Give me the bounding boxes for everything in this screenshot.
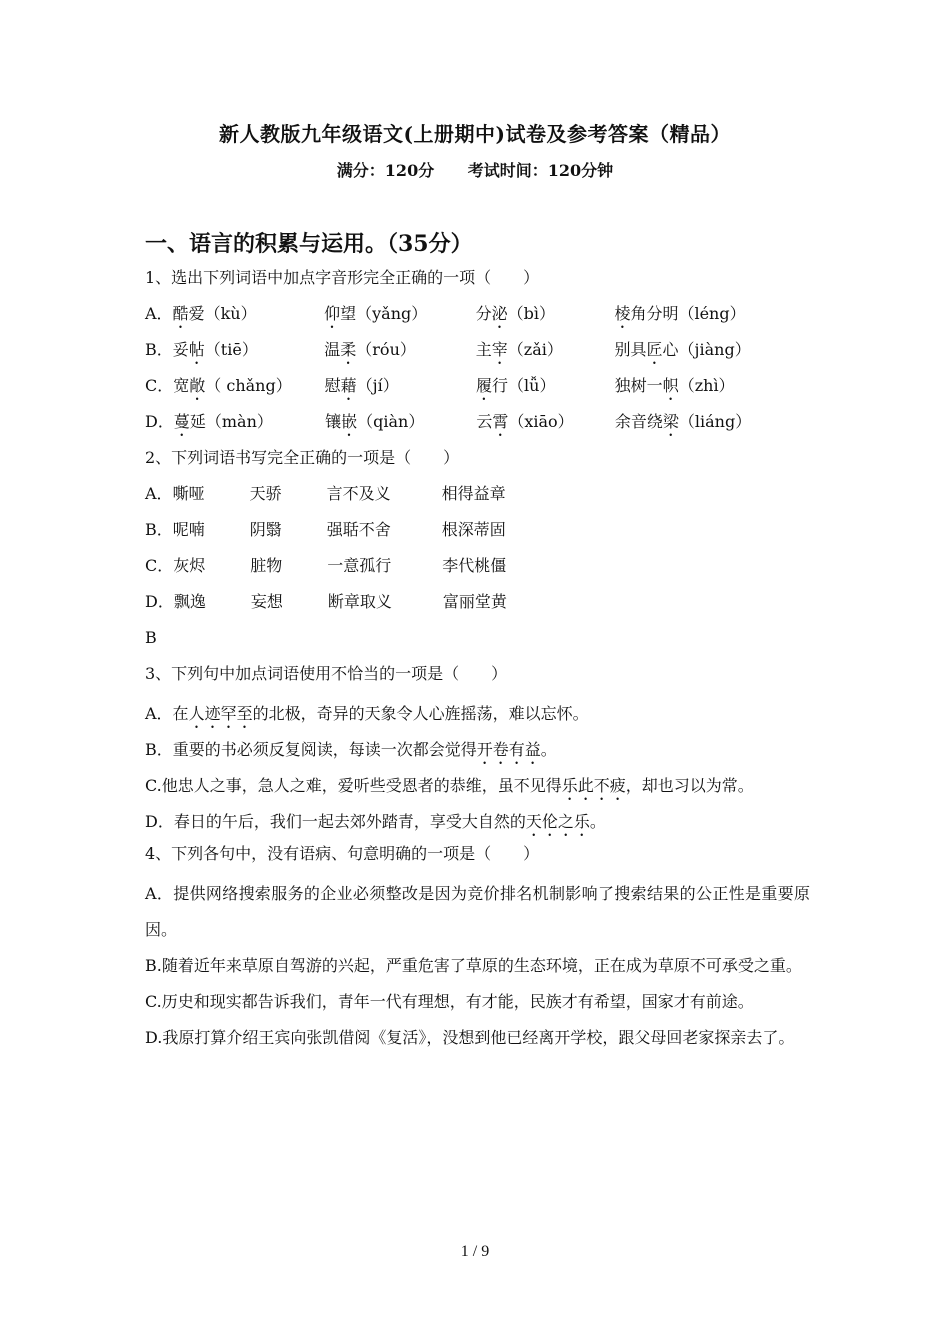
word-text: 妥: [172, 340, 189, 359]
q4-option: C.历史和现实都告诉我们，青年一代有理想，有才能，民族才有希望，国家才有前途。: [145, 992, 754, 1011]
exam-info: [0, 158, 950, 181]
word-item: [476, 372, 615, 408]
word-item: 嘶哑: [172, 484, 205, 503]
word-text: 慰: [324, 376, 341, 395]
dotted-phrase: 开卷有益: [476, 740, 541, 759]
sentence-text: C.他忠人之事，急人之难，爱听些受恩者的恭维，虽不见得: [145, 776, 562, 795]
word-item: 相得益章: [441, 484, 506, 503]
question-list: [145, 264, 810, 1056]
word-item: [174, 408, 325, 444]
word-item: 一意孤行: [327, 556, 392, 575]
word-item: [325, 408, 476, 444]
word-text: （ chǎng）: [205, 376, 292, 395]
word-text: 主: [475, 340, 492, 359]
word-item: [615, 336, 810, 372]
word-item: 言不及义: [326, 484, 391, 503]
word-text: 余音绕: [614, 412, 663, 431]
q3-options: [145, 696, 810, 840]
word-text: （liáng）: [678, 412, 752, 431]
option-label: A．: [145, 484, 173, 503]
q3-option: [145, 732, 810, 768]
option-label: C．: [145, 556, 174, 575]
q2-options: [145, 480, 810, 624]
word-item: [476, 336, 615, 372]
word-text: 延（màn）: [189, 412, 273, 431]
dotted-char: 嵌: [341, 412, 358, 431]
word-text: 镶: [325, 412, 342, 431]
word-item: [614, 300, 810, 336]
word-text: 爱（kù）: [188, 304, 257, 323]
word-item: [173, 336, 324, 372]
word-item: 妄想: [250, 592, 283, 611]
q2-answer: B: [145, 628, 157, 647]
word-item: 灰烬: [173, 556, 206, 575]
dotted-char: 仰: [324, 304, 341, 323]
sentence-text: 的北极，奇异的天象令人心旌摇荡，难以忘怀。: [252, 704, 589, 723]
word-text: 别具: [614, 340, 647, 359]
q2-option-row: [145, 552, 810, 588]
q4-stem: 4、下列各句中，没有语病、句意明确的一项是（ ）: [145, 844, 540, 863]
option-label: C．: [145, 376, 174, 395]
sentence-text: D．春日的午后，我们一起去郊外踏青，享受大自然的: [145, 812, 526, 831]
sentence-text: A．在: [145, 704, 189, 723]
word-item: 脏物: [250, 556, 283, 575]
q4-option: B.随着近年来草原自驾游的兴起，严重危害了草原的生态环境，正在成为草原不可承受之重。: [145, 956, 802, 975]
q3-option: [145, 804, 810, 840]
q4-option: D.我原打算介绍王宾向张凯借阅《复活》，没想到他已经离开学校，跟父母回老家探亲去了。: [145, 1028, 795, 1047]
word-text: 温: [324, 340, 341, 359]
dotted-phrase: 乐此不疲: [561, 776, 626, 795]
option-label: A．: [145, 304, 173, 323]
word-item: [615, 408, 810, 444]
dotted-char: 柔: [340, 340, 357, 359]
dotted-char: 酷: [172, 304, 189, 323]
q1-option-row: [145, 336, 810, 372]
word-item: 富丽堂黄: [442, 592, 507, 611]
word-text: 心（jiàng）: [662, 340, 751, 359]
dotted-char: 梁: [662, 412, 679, 431]
word-item: 飘逸: [173, 592, 206, 611]
word-item: [324, 336, 475, 372]
dotted-char: 霄: [492, 412, 509, 431]
word-text: （qiàn）: [357, 412, 425, 431]
sentence-text: ，却也习以为常。: [625, 776, 754, 795]
sentence-text: 。: [589, 812, 606, 831]
dotted-char: 帖: [188, 340, 205, 359]
word-item: [173, 372, 324, 408]
sentence-text: 。: [540, 740, 557, 759]
word-item: [173, 300, 325, 336]
word-item: [325, 372, 476, 408]
page-title: 新人教版九年级语文(上册期中)试卷及参考答案（精品）: [219, 122, 731, 146]
word-item: [324, 300, 476, 336]
word-text: （jí）: [356, 376, 399, 395]
q2-option-row: [145, 588, 810, 624]
q1-option-row: [145, 300, 810, 336]
q2-stem: 2、下列词语书写完全正确的一项是（ ）: [145, 448, 460, 467]
word-item: [476, 300, 615, 336]
page-number: 1 / 9: [460, 1243, 490, 1260]
word-item: 呢喃: [172, 520, 205, 539]
dotted-char: 棱: [614, 304, 631, 323]
dotted-char: 履: [476, 376, 493, 395]
q4-option: A．提供网络搜索服务的企业必须整改是因为竞价排名机制影响了搜索结果的公正性是重要原因。: [145, 884, 810, 939]
word-text: 角分明（léng）: [630, 304, 746, 323]
dotted-char: 匠: [646, 340, 663, 359]
word-text: 行（lǚ）: [492, 376, 556, 395]
word-item: 阴翳: [249, 520, 282, 539]
dotted-char: 藉: [340, 376, 357, 395]
word-text: 望（yǎng）: [340, 304, 428, 323]
q2-option-row: [145, 516, 810, 552]
word-text: 分: [475, 304, 492, 323]
q1-options: [145, 300, 810, 444]
word-item: 断章取义: [327, 592, 392, 611]
word-item: 李代桃僵: [442, 556, 507, 575]
q1-option-row: [145, 372, 810, 408]
q3-option: [145, 768, 810, 804]
dotted-char: 宰: [491, 340, 508, 359]
word-text: 云: [476, 412, 493, 431]
dotted-char: 泌: [491, 304, 508, 323]
word-item: 根深蒂固: [441, 520, 506, 539]
word-text: 宽: [173, 376, 190, 395]
q4-options: [145, 876, 810, 1056]
q3-stem: 3、下列句中加点词语使用不恰当的一项是（ ）: [145, 664, 508, 683]
word-text: （zhì）: [678, 376, 735, 395]
word-text: （róu）: [356, 340, 416, 359]
option-label: D．: [145, 592, 174, 611]
word-text: （zǎi）: [507, 340, 563, 359]
q2-option-row: [145, 480, 810, 516]
full-marks: 满分：120分: [336, 161, 435, 180]
word-text: （bì）: [507, 304, 556, 323]
word-text: （tiē）: [204, 340, 258, 359]
word-item: 强聒不舍: [326, 520, 391, 539]
dotted-phrase: 天伦之乐: [525, 812, 590, 831]
option-label: B．: [145, 520, 173, 539]
word-item: [476, 408, 615, 444]
q3-option: [145, 696, 810, 732]
word-text: 独树一: [614, 376, 663, 395]
option-label: D．: [145, 412, 174, 431]
q1-option-row: [145, 408, 810, 444]
dotted-char: 敞: [189, 376, 206, 395]
word-text: （xiāo）: [508, 412, 574, 431]
q1-stem: 1、选出下列词语中加点字音形完全正确的一项（ ）: [145, 268, 540, 287]
dotted-char: 蔓: [173, 412, 190, 431]
exam-time: 考试时间：120分钟: [467, 161, 614, 180]
section-heading: 一、语言的积累与运用。（35分）: [145, 231, 473, 257]
option-label: B．: [145, 340, 173, 359]
sentence-text: B．重要的书必须反复阅读，每读一次都会觉得: [145, 740, 477, 759]
word-item: [615, 372, 810, 408]
dotted-phrase: 人迹罕至: [188, 704, 253, 723]
dotted-char: 帜: [662, 376, 679, 395]
word-item: 天骄: [249, 484, 282, 503]
